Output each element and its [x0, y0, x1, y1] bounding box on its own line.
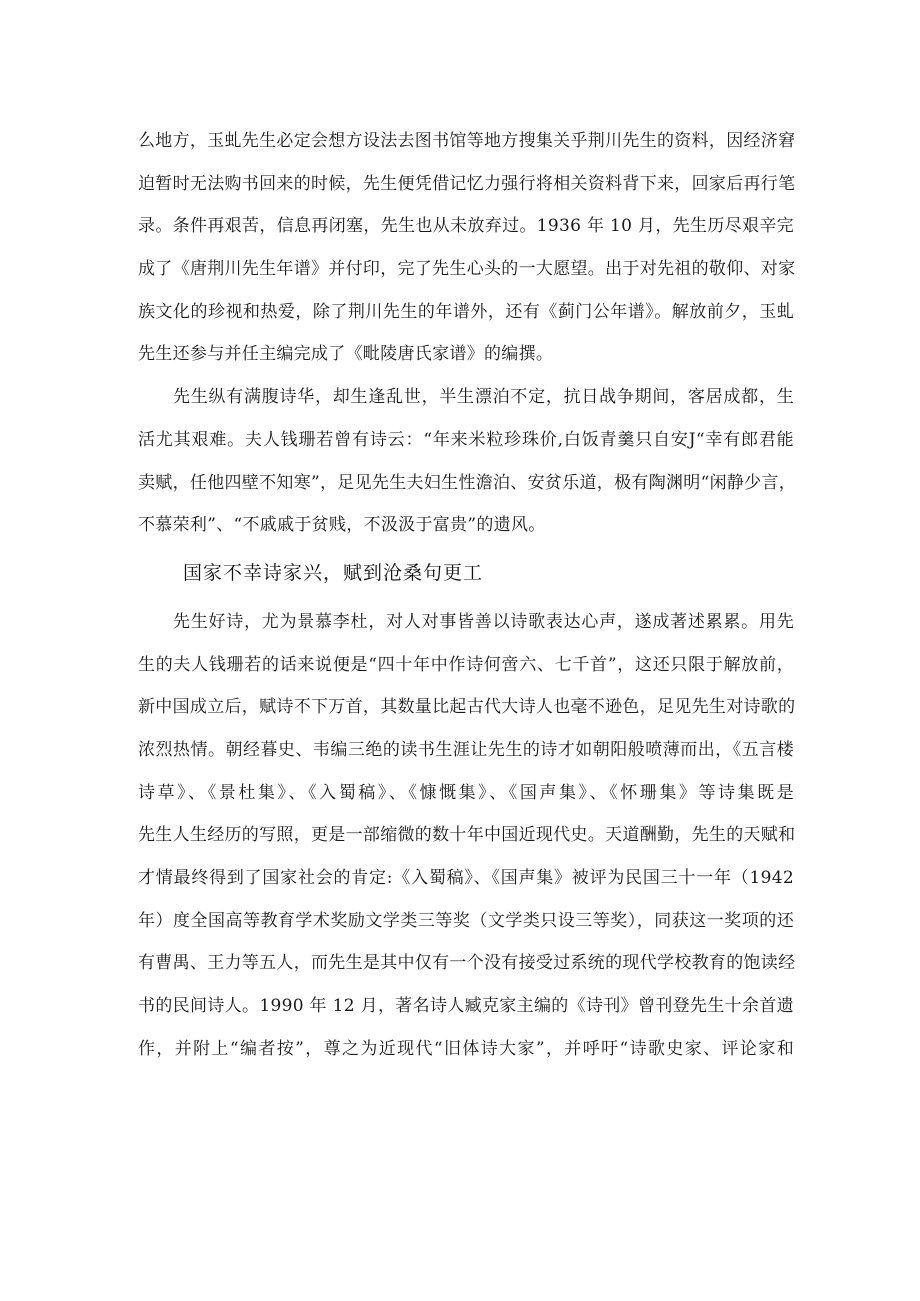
text-line: 书的民间诗人。1990 年 12 月，著名诗人臧克家主编的《诗刊》曾刊登先生十余首遗 — [138, 996, 794, 1017]
text-line: 新中国成立后，赋诗不下万首，其数量比起古代大诗人也毫不逊色，足见先生对诗歌的 — [138, 697, 796, 718]
text-line: 诗草》、《景杜集》、《入蜀稿》、《慷慨集》、《国声集》、《怀珊集》等诗集既是 — [138, 782, 794, 803]
text-line: 迫暂时无法购书回来的时候，先生便凭借记忆力强行将相关资料背下来，回家后再行笔 — [138, 173, 796, 194]
text-line: 先生还参与并任主编完成了《毗陵唐氏家谱》的编撰。 — [138, 344, 554, 365]
text-line: 有曹禺、王力等五人，而先生是其中仅有一个没有接受过系统的现代学校教育的饱读经 — [138, 953, 796, 974]
paragraph-hardship — [138, 376, 797, 547]
text-line: 成了《唐荆川先生年谱》并付印，完了先生心头的一大愿望。出于对先祖的敬仰、对家 — [138, 259, 796, 280]
text-line: 卖赋，任他四壁不知寒”，足见先生夫妇生性澹泊、安贫乐道，极有陶渊明“闲静少言， — [138, 472, 797, 493]
document-page — [138, 120, 797, 1070]
section-heading: 国家不幸诗家兴，赋到沧桑句更工 — [183, 561, 484, 584]
text-line: 不慕荣利”、“不戚戚于贫贱，不汲汲于富贵”的遗风。 — [138, 515, 546, 536]
text-line: 先生纵有满腹诗华，却生逢乱世，半生漂泊不定，抗日战争期间，客居成都，生 — [173, 387, 794, 408]
paragraph-poetry — [138, 601, 794, 1071]
text-line: 作，并附上“编者按”，尊之为近现代“旧体诗大家”，并呼吁“诗歌史家、评论家和 — [138, 1038, 794, 1059]
text-line: 生的夫人钱珊若的话来说便是“四十年中作诗何啻六、七千首”，这还只限于解放前， — [138, 654, 794, 675]
paragraph-continuation — [138, 120, 794, 376]
text-line: 族文化的珍视和热爱，除了荆川先生的年谱外，还有《蓟门公年谱》。解放前夕，玉虬 — [138, 301, 794, 322]
text-line: 先生人生经历的写照，更是一部缩微的数十年中国近现代史。天道酬勤，先生的天赋和 — [138, 825, 796, 846]
text-line: 活尤其艰难。夫人钱珊若曾有诗云：“年来米粒珍珠价,白饭青羹只自安J“幸有郎君能 — [138, 429, 794, 450]
text-line: 浓烈热情。朝经暮史、韦编三绝的读书生涯让先生的诗才如朝阳般喷薄而出，《五言楼 — [138, 739, 794, 760]
text-line: 才情最终得到了国家社会的肯定:《入蜀稿》、《国声集》被评为民国三十一年（1942 — [138, 868, 794, 888]
text-line: 录。条件再艰苦，信息再闭塞，先生也从未放弃过。1936 年 10 月，先生历尽艰辛完 — [138, 216, 794, 237]
text-line: 年）度全国高等教育学术奖励文学类三等奖（文学类只设三等奖），同获这一奖项的还 — [138, 910, 794, 931]
text-line: 么地方，玉虬先生必定会想方设法去图书馆等地方搜集关乎荆川先生的资料，因经济窘 — [138, 131, 796, 151]
text-line: 先生好诗，尤为景慕李杜，对人对事皆善以诗歌表达心声，遂成著述累累。用先 — [173, 611, 794, 632]
